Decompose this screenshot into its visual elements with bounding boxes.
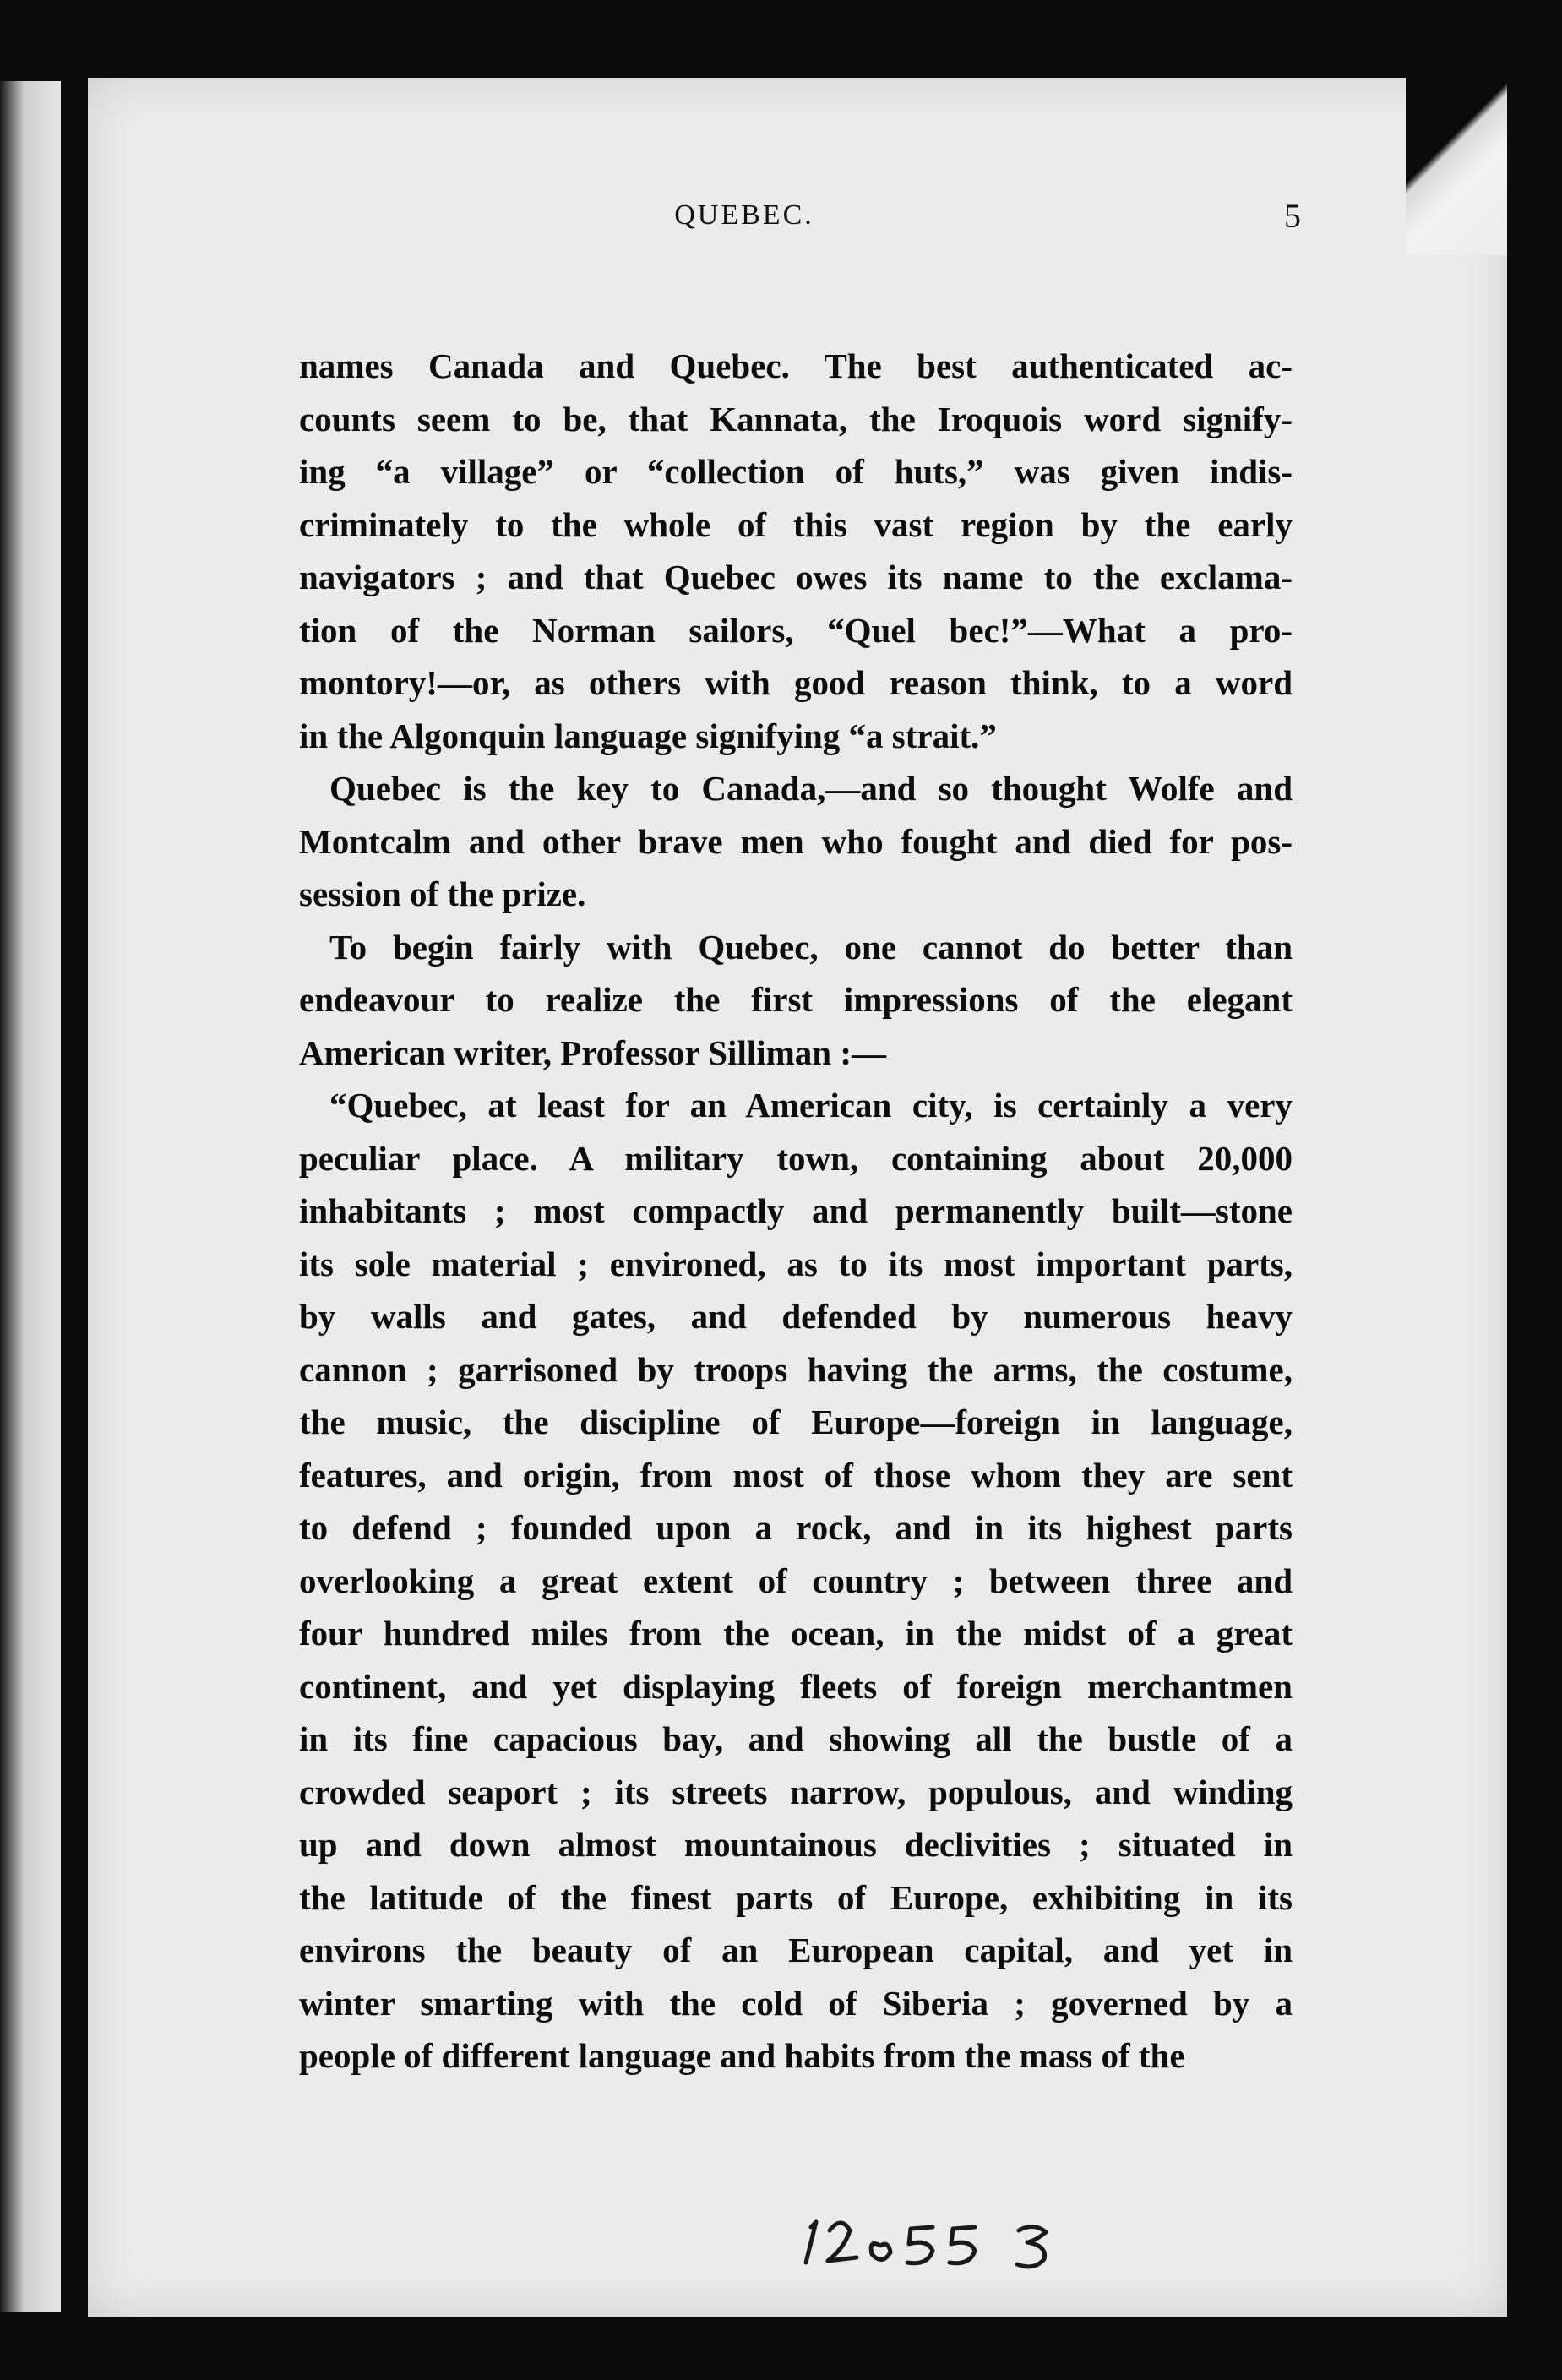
- page-number: 5: [1284, 197, 1301, 235]
- text-line: winter smarting with the cold of Siberia ; governed by a: [299, 1983, 1293, 2023]
- text-line: navigators ; and that Quebec owes its name to the exclama-: [299, 558, 1293, 596]
- text-line: features, and origin, from most of those whom they are sent: [299, 1455, 1293, 1495]
- text-line: its sole material ; environed, as to its most important parts,: [299, 1244, 1293, 1283]
- text-line: continent, and yet displaying fleets of foreign merchantmen: [299, 1666, 1293, 1706]
- facing-page-edge: [0, 81, 61, 2312]
- handwritten-accession-number: [801, 2197, 1071, 2273]
- text-line: overlooking a great extent of country ; between three and: [299, 1560, 1293, 1600]
- text-line: in its fine capacious bay, and showing all the bustle of a: [299, 1719, 1293, 1758]
- text-line: criminately to the whole of this vast region by the early: [299, 504, 1293, 544]
- text-line: four hundred miles from the ocean, in the midst of a great: [299, 1614, 1293, 1653]
- paragraph: [299, 340, 1293, 762]
- text-line: peculiar place. A military town, containing about 20,000: [299, 1138, 1293, 1178]
- running-head: [199, 197, 1301, 250]
- page-corner-curl: [1406, 78, 1507, 255]
- text-line: names Canada and Quebec. The best authenticated ac-: [299, 346, 1293, 385]
- text-line: by walls and gates, and defended by numerous heavy: [299, 1297, 1293, 1336]
- text-line: to defend ; founded upon a rock, and in its highest parts: [299, 1508, 1293, 1547]
- text-line: “Quebec, at least for an American city, is certainly a very: [329, 1086, 1293, 1125]
- text-line: ing “a village” or “collection of huts,” was given indis-: [299, 452, 1293, 491]
- text-line: endeavour to realize the first impressions of the elegant: [299, 980, 1293, 1019]
- text-line: cannon ; garrisoned by troops having the arms, the costume,: [299, 1349, 1293, 1389]
- paragraph: [299, 921, 1293, 1080]
- text-line: the music, the discipline of Europe—foreign in language,: [299, 1402, 1293, 1441]
- body-text: [299, 340, 1293, 2083]
- text-line: crowded seaport ; its streets narrow, populous, and winding: [299, 1772, 1293, 1811]
- text-line: the latitude of the finest parts of Europe, exhibiting in its: [299, 1877, 1293, 1917]
- text-line: American writer, Professor Silliman :—: [299, 1032, 886, 1072]
- text-line: Quebec is the key to Canada,—and so thought Wolfe and: [329, 769, 1293, 808]
- paragraph: [299, 1079, 1293, 2083]
- text-line: in the Algonquin language signifying “a strait.”: [299, 716, 997, 755]
- text-line: inhabitants ; most compactly and permanently built—stone: [299, 1191, 1293, 1230]
- text-line: tion of the Norman sailors, “Quel bec!”—What a pro-: [299, 610, 1293, 650]
- text-line: To begin fairly with Quebec, one cannot do better than: [329, 927, 1293, 967]
- text-line: people of different language and habits from the mass of the: [299, 2036, 1185, 2075]
- text-line: counts seem to be, that Kannata, the Iroquois word signify-: [299, 399, 1293, 438]
- text-line: environs the beauty of an European capital, and yet in: [299, 1931, 1293, 1969]
- text-line: Montcalm and other brave men who fought and died for pos-: [299, 821, 1293, 861]
- text-line: session of the prize.: [299, 874, 586, 913]
- paragraph: [299, 762, 1293, 921]
- text-line: montory!—or, as others with good reason think, to a word: [299, 663, 1293, 702]
- text-line: up and down almost mountainous declivities ; situated in: [299, 1825, 1293, 1864]
- running-title: QUEBEC.: [674, 199, 814, 231]
